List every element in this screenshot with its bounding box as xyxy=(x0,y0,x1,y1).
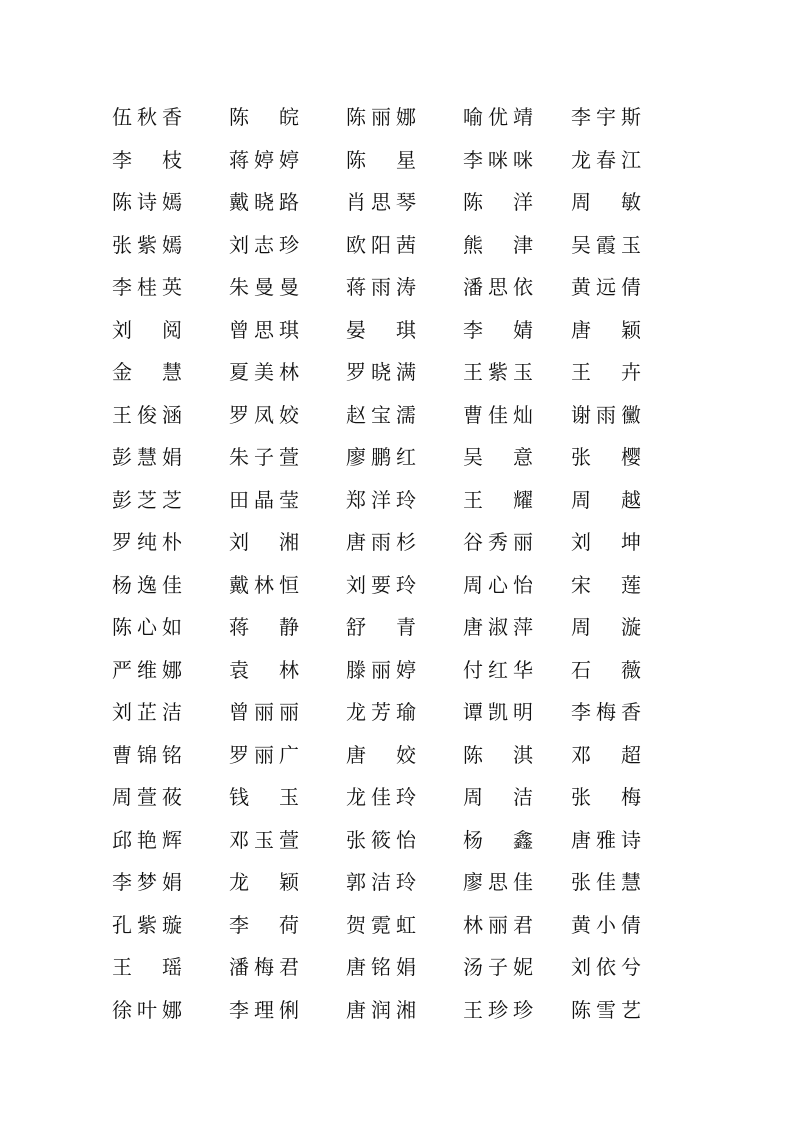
name-entry: 谷 秀 丽 xyxy=(463,530,533,555)
name-entry: 王 卉 xyxy=(571,360,641,385)
name-entry: 周 漩 xyxy=(571,615,641,640)
name-entry: 喻 优 靖 xyxy=(463,105,533,130)
name-entry: 蒋 婷 婷 xyxy=(229,147,299,172)
name-entry: 陈 丽 娜 xyxy=(346,105,416,130)
name-entry: 刘 阅 xyxy=(112,317,182,342)
name-entry: 孔 紫 璇 xyxy=(112,912,182,937)
name-entry: 李 婧 xyxy=(463,317,533,342)
name-entry: 石 薇 xyxy=(571,657,641,682)
name-entry: 张 紫 嫣 xyxy=(112,232,182,257)
name-entry: 龙 芳 瑜 xyxy=(346,700,416,725)
name-entry: 周 敏 xyxy=(571,190,641,215)
name-entry: 舒 青 xyxy=(346,615,416,640)
name-entry: 李 咪 咪 xyxy=(463,147,533,172)
name-entry: 严 维 娜 xyxy=(112,657,182,682)
name-entry: 彭 芝 芝 xyxy=(112,487,182,512)
name-entry: 龙 佳 玲 xyxy=(346,785,416,810)
name-entry: 伍 秋 香 xyxy=(112,105,182,130)
name-entry: 田 晶 莹 xyxy=(229,487,299,512)
name-entry: 黄 小 倩 xyxy=(571,912,641,937)
name-entry: 唐 铭 娟 xyxy=(346,955,416,980)
name-entry: 李 桂 英 xyxy=(112,275,182,300)
name-entry: 廖 鹏 红 xyxy=(346,445,416,470)
name-entry: 陈 淇 xyxy=(463,742,533,767)
name-entry: 张 梅 xyxy=(571,785,641,810)
name-entry: 周 越 xyxy=(571,487,641,512)
name-entry: 林 丽 君 xyxy=(463,912,533,937)
name-entry: 黄 远 倩 xyxy=(571,275,641,300)
name-entry: 曹 锦 铭 xyxy=(112,742,182,767)
name-entry: 王 珍 珍 xyxy=(463,997,533,1022)
name-entry: 张 佳 慧 xyxy=(571,870,641,895)
name-entry: 李 理 俐 xyxy=(229,997,299,1022)
name-entry: 夏 美 林 xyxy=(229,360,299,385)
name-entry: 徐 叶 娜 xyxy=(112,997,182,1022)
name-entry: 蒋 静 xyxy=(229,615,299,640)
name-entry: 龙 春 江 xyxy=(571,147,641,172)
name-entry: 吴 霞 玉 xyxy=(571,232,641,257)
name-entry: 郭 洁 玲 xyxy=(346,870,416,895)
name-entry: 陈 诗 嫣 xyxy=(112,190,182,215)
name-entry: 唐 颖 xyxy=(571,317,641,342)
name-entry: 陈 心 如 xyxy=(112,615,182,640)
name-entry: 晏 琪 xyxy=(346,317,416,342)
name-entry: 罗 纯 朴 xyxy=(112,530,182,555)
name-entry: 陈 星 xyxy=(346,147,416,172)
name-entry: 周 萱 莜 xyxy=(112,785,182,810)
name-entry: 陈 皖 xyxy=(229,105,299,130)
name-entry: 张 樱 xyxy=(571,445,641,470)
name-entry: 曾 丽 丽 xyxy=(229,700,299,725)
name-entry: 周 洁 xyxy=(463,785,533,810)
name-entry: 欧 阳 茜 xyxy=(346,232,416,257)
name-entry: 贺 霓 虹 xyxy=(346,912,416,937)
name-entry: 吴 意 xyxy=(463,445,533,470)
name-entry: 金 慧 xyxy=(112,360,182,385)
name-entry: 钱 玉 xyxy=(229,785,299,810)
name-entry: 杨 逸 佳 xyxy=(112,572,182,597)
name-entry: 李 荷 xyxy=(229,912,299,937)
name-entry: 熊 津 xyxy=(463,232,533,257)
name-entry: 廖 思 佳 xyxy=(463,870,533,895)
name-entry: 王 紫 玉 xyxy=(463,360,533,385)
name-entry: 郑 洋 玲 xyxy=(346,487,416,512)
name-entry: 周 心 怡 xyxy=(463,572,533,597)
name-entry: 唐 姣 xyxy=(346,742,416,767)
name-entry: 李 宇 斯 xyxy=(571,105,641,130)
name-entry: 汤 子 妮 xyxy=(463,955,533,980)
name-entry: 李 梅 香 xyxy=(571,700,641,725)
name-entry: 刘 要 玲 xyxy=(346,572,416,597)
name-entry: 唐 淑 萍 xyxy=(463,615,533,640)
name-entry: 朱 子 萱 xyxy=(229,445,299,470)
name-entry: 李 梦 娟 xyxy=(112,870,182,895)
name-entry: 邱 艳 辉 xyxy=(112,827,182,852)
name-entry: 刘 志 珍 xyxy=(229,232,299,257)
name-entry: 滕 丽 婷 xyxy=(346,657,416,682)
name-entry: 潘 思 依 xyxy=(463,275,533,300)
name-entry: 曹 佳 灿 xyxy=(463,402,533,427)
name-entry: 赵 宝 濡 xyxy=(346,402,416,427)
name-entry: 唐 润 湘 xyxy=(346,997,416,1022)
name-entry: 彭 慧 娟 xyxy=(112,445,182,470)
name-entry: 邓 玉 萱 xyxy=(229,827,299,852)
name-list-grid xyxy=(112,96,652,1031)
name-entry: 谭 凯 明 xyxy=(463,700,533,725)
name-entry: 李 枝 xyxy=(112,147,182,172)
name-entry: 杨 鑫 xyxy=(463,827,533,852)
name-entry: 邓 超 xyxy=(571,742,641,767)
name-entry: 王 耀 xyxy=(463,487,533,512)
name-entry: 罗 晓 满 xyxy=(346,360,416,385)
name-entry: 唐 雨 杉 xyxy=(346,530,416,555)
name-entry: 王 俊 涵 xyxy=(112,402,182,427)
name-entry: 付 红 华 xyxy=(463,657,533,682)
name-entry: 刘 芷 洁 xyxy=(112,700,182,725)
name-entry: 肖 思 琴 xyxy=(346,190,416,215)
name-entry: 张 筱 怡 xyxy=(346,827,416,852)
name-entry: 陈 洋 xyxy=(463,190,533,215)
name-entry: 袁 林 xyxy=(229,657,299,682)
name-entry: 龙 颖 xyxy=(229,870,299,895)
name-entry: 刘 依 兮 xyxy=(571,955,641,980)
name-entry: 罗 丽 广 xyxy=(229,742,299,767)
name-entry: 朱 曼 曼 xyxy=(229,275,299,300)
name-entry: 戴 晓 路 xyxy=(229,190,299,215)
name-entry: 曾 思 琪 xyxy=(229,317,299,342)
name-entry: 陈 雪 艺 xyxy=(571,997,641,1022)
name-entry: 戴 林 恒 xyxy=(229,572,299,597)
name-entry: 潘 梅 君 xyxy=(229,955,299,980)
name-entry: 罗 凤 姣 xyxy=(229,402,299,427)
name-entry: 刘 湘 xyxy=(229,530,299,555)
name-entry: 谢 雨 黴 xyxy=(571,402,641,427)
name-entry: 刘 坤 xyxy=(571,530,641,555)
name-entry: 宋 莲 xyxy=(571,572,641,597)
name-entry: 蒋 雨 涛 xyxy=(346,275,416,300)
name-entry: 王 瑶 xyxy=(112,955,182,980)
name-entry: 唐 雅 诗 xyxy=(571,827,641,852)
